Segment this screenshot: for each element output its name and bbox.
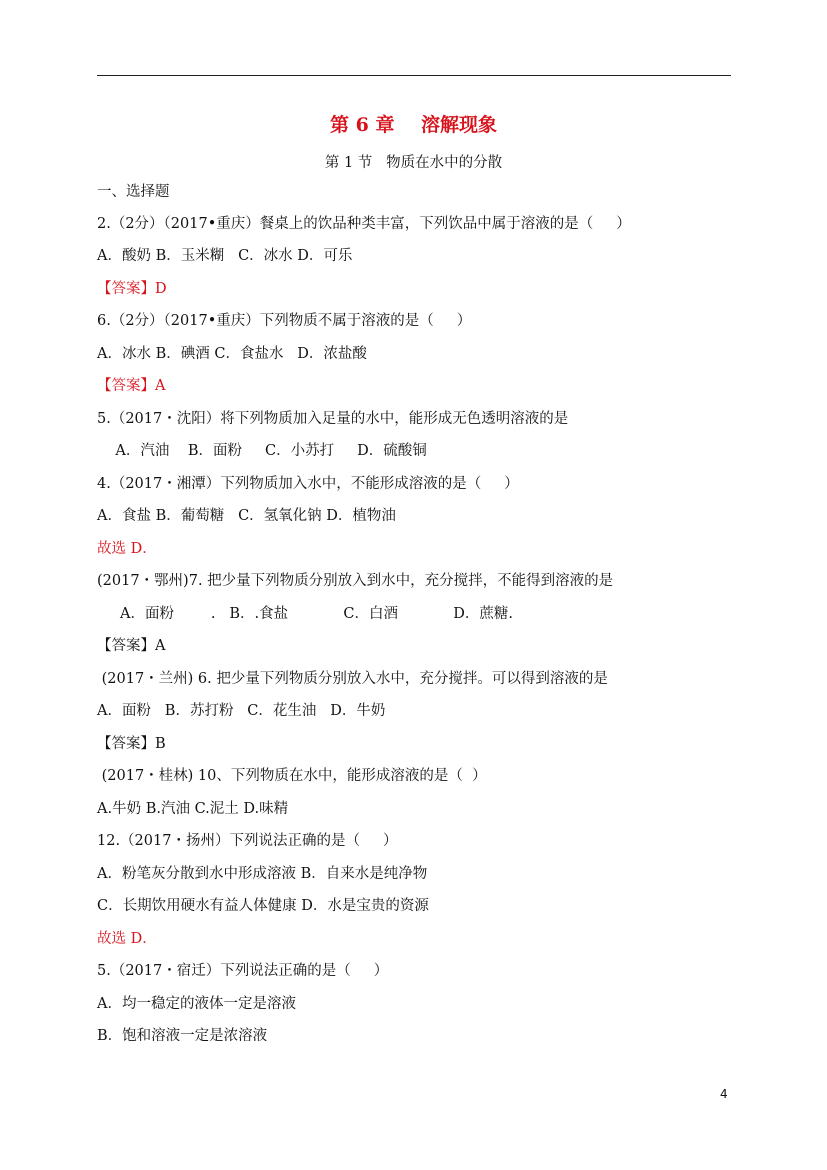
question-text: (2017・鄂州)7. 把少量下列物质分别放入到水中，充分搅拌，不能得到溶液的是	[97, 573, 614, 589]
answer-option: A．均一稳定的液体一定是溶液	[97, 996, 296, 1012]
section-title: 第 1 节 物质在水中的分散	[324, 155, 503, 171]
question-text: 4.（2017・湘潭）下列物质加入水中，不能形成溶液的是（ ）	[97, 476, 519, 492]
answer-options: A．粉笔灰分散到水中形成溶液 B．自来水是纯净物	[97, 866, 428, 882]
answer-key: 【答案】A	[97, 638, 166, 654]
chapter-title: 第 6 章 溶解现象	[330, 114, 497, 136]
question-text: (2017・兰州) 6. 把少量下列物质分别放入水中，充分搅拌。可以得到溶液的是	[97, 671, 608, 687]
question-text: 12.（2017・扬州）下列说法正确的是（ ）	[97, 833, 398, 849]
page-number: 4	[720, 1087, 728, 1101]
question-text: 5.（2017・沈阳）将下列物质加入足量的水中，能形成无色透明溶液的是	[97, 411, 569, 427]
answer-options: A．汽油 B．面粉 C．小苏打 D．硫酸铜	[97, 443, 427, 459]
answer-key: 故选 D．	[97, 541, 157, 557]
section-heading: 一、选择题	[97, 184, 170, 200]
answer-key: 【答案】D	[97, 281, 167, 297]
question-text: 6.（2分）（2017•重庆）下列物质不属于溶液的是（ ）	[97, 313, 472, 329]
answer-options: A．酸奶 B．玉米糊 C．冰水 D．可乐	[97, 248, 353, 264]
answer-options: A．面粉 . B．.食盐 C．白酒 D．蔗糖.	[97, 606, 514, 622]
question-text: 2.（2分）（2017•重庆）餐桌上的饮品种类丰富，下列饮品中属于溶液的是（ ）	[97, 216, 631, 232]
answer-options: C．长期饮用硬水有益人体健康 D．水是宝贵的资源	[97, 898, 429, 914]
answer-options: A．面粉 B．苏打粉 C．花生油 D．牛奶	[97, 703, 386, 719]
answer-options: A.牛奶 B.汽油 C.泥土 D.味精	[97, 801, 289, 817]
header-rule	[97, 75, 731, 76]
answer-options: A．冰水 B．碘酒 C．食盐水 D．浓盐酸	[97, 346, 367, 362]
answer-options: A．食盐 B．葡萄糖 C．氢氧化钠 D．植物油	[97, 508, 396, 524]
answer-key: 故选 D．	[97, 931, 157, 947]
question-text: (2017・桂林) 10、下列物质在水中，能形成溶液的是（ ）	[97, 768, 487, 784]
question-text: 5.（2017・宿迁）下列说法正确的是（ ）	[97, 963, 389, 979]
answer-key: 【答案】A	[97, 378, 166, 394]
answer-key: 【答案】B	[97, 736, 166, 752]
answer-option: B．饱和溶液一定是浓溶液	[97, 1028, 268, 1044]
